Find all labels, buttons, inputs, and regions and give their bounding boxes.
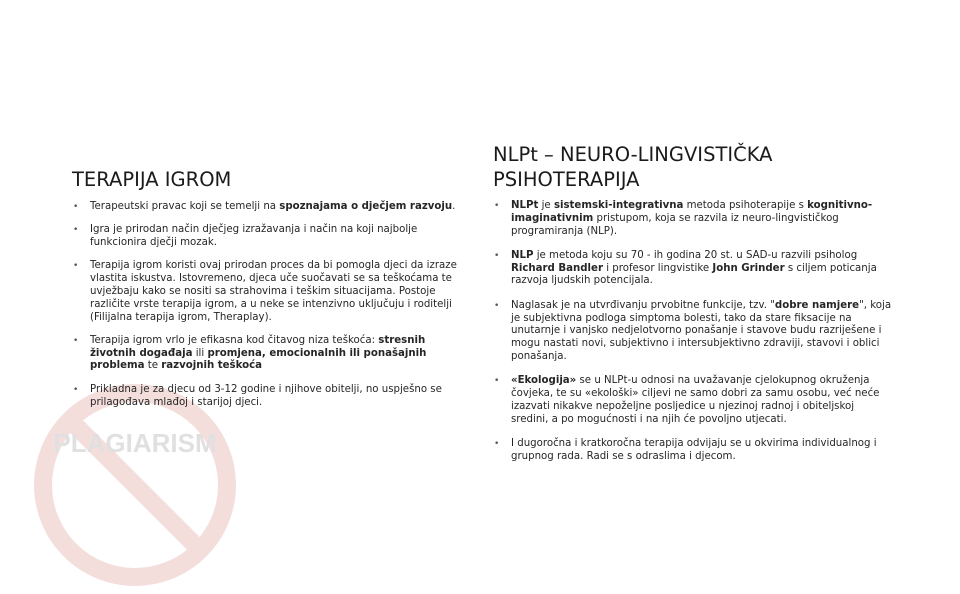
- bullet-icon: •: [494, 376, 500, 387]
- bullet-icon: •: [73, 202, 79, 212]
- text: te: [144, 360, 162, 372]
- left-heading: TERAPIJA IGROM: [72, 168, 232, 191]
- bold-text: John Grinder: [712, 262, 785, 274]
- text: Terapeutski pravac koji se temelji na: [90, 201, 280, 212]
- text: Prikladna je za djecu od 3-12 godine i njihove obitelji, no uspješno se prilagođava mlađoj i starijoj djeci.: [90, 383, 442, 408]
- text: I dugoročna i kratkoročna terapija odvijaju se u okvirima individualnog i grupnog rada. Radi se s odraslima i djecom.: [511, 437, 877, 462]
- bullet-icon: •: [73, 335, 79, 346]
- list-item: [493, 200, 893, 238]
- list-item: [72, 335, 464, 373]
- bold-text: dobre namjere: [774, 299, 860, 311]
- text: Naglasak je na utvrđivanju prvobitne funkcije, tzv. ": [511, 299, 775, 311]
- text: ", koja je subjektivna podloga simptoma bolesti, tako da stare fiksacije na unutarnje i vanjsko nedjelotvorno ponašanje i stavove budu razriješene i mogu nastati novi, subjektivno i intersubjektivno zdraviji, stavovi i oblici ponašanja.: [511, 299, 892, 362]
- list-item: [493, 375, 893, 426]
- list-item: [493, 250, 893, 288]
- text: Terapija igrom koristi ovaj prirodan proces da bi pomogla djeci da izraze vlastita iskustva. Istovremeno, djeca uče suočavati se sa teškoćama te uvježbaju kako se nositi sa strahovima i teškim situacijama. Postoje različite vrste terapija igrom, a u neke se intenzivno uključuju i roditelji (Filijalna terapija igrom, Theraplay).: [90, 260, 457, 323]
- left-bullet-list: [72, 201, 464, 409]
- left-column: [72, 150, 464, 420]
- right-column: [493, 142, 893, 475]
- text: Igra je prirodan način dječjeg izražavanja i način na koji najbolje funkcionira dječji mozak.: [90, 224, 418, 249]
- list-item: [493, 300, 893, 364]
- text: i profesor lingvistike: [602, 262, 713, 274]
- list-item: [72, 224, 464, 250]
- bold-text: promjena, emocionalnih ili ponašajnih problema: [90, 347, 427, 372]
- text: .: [452, 201, 456, 212]
- right-bullet-list: [493, 200, 893, 464]
- list-item: [72, 260, 464, 324]
- bold-text: stresnih životnih događaja: [90, 334, 426, 359]
- bullet-icon: •: [494, 250, 500, 261]
- bold-text: Richard Bandler: [511, 262, 603, 274]
- bullet-icon: •: [73, 225, 79, 236]
- bullet-icon: •: [494, 300, 500, 311]
- text: s ciljem poticanja razvoja ljudskih potencijala.: [511, 262, 877, 287]
- list-item: [493, 438, 893, 464]
- list-item: [72, 384, 464, 410]
- text: pristupom, koja se razvila iz neuro-lingvističkog programiranja (NLP).: [511, 212, 839, 237]
- bold-text: «Ekologija»: [511, 375, 577, 387]
- text: je: [538, 200, 554, 211]
- bullet-icon: •: [73, 261, 79, 272]
- text: ili: [192, 347, 208, 359]
- text: se u NLPt-u odnosi na uvažavanje cjelokupnog okruženja čovjeka, te su «ekološki» ciljevi ne samo dobri za samu osobu, već neće izazvati nikakve nepoželjne posljedice u njezinoj radnoj i obiteljskoj sredini, a po mogućnosti i na njih će povoljno utjecati.: [511, 375, 880, 425]
- text: metoda psihoterapije s: [683, 200, 808, 211]
- watermark-label: PLAGIARISM: [53, 428, 217, 458]
- bold-text: spoznajama o dječjem razvoju: [279, 201, 453, 212]
- text: je metoda koju su 70 - ih godina 20 st. u SAD-u razvili psiholog: [533, 249, 858, 261]
- bullet-icon: •: [494, 201, 500, 211]
- right-heading: NLPt – NEURO-LINGVISTIČKA PSIHOTERAPIJA: [493, 143, 773, 191]
- bold-text: sistemski-integrativna: [553, 200, 684, 211]
- bold-text: NLP: [511, 249, 534, 261]
- text: Terapija igrom vrlo je efikasna kod čitavog niza teškoća:: [90, 334, 379, 346]
- bold-text: razvojnih teškoća: [161, 360, 263, 372]
- bold-text: kognitivno-imaginativnim: [511, 200, 873, 224]
- list-item: [72, 201, 464, 214]
- bullet-icon: •: [73, 384, 79, 395]
- bold-text: NLPt: [511, 200, 539, 211]
- bullet-icon: •: [494, 438, 500, 449]
